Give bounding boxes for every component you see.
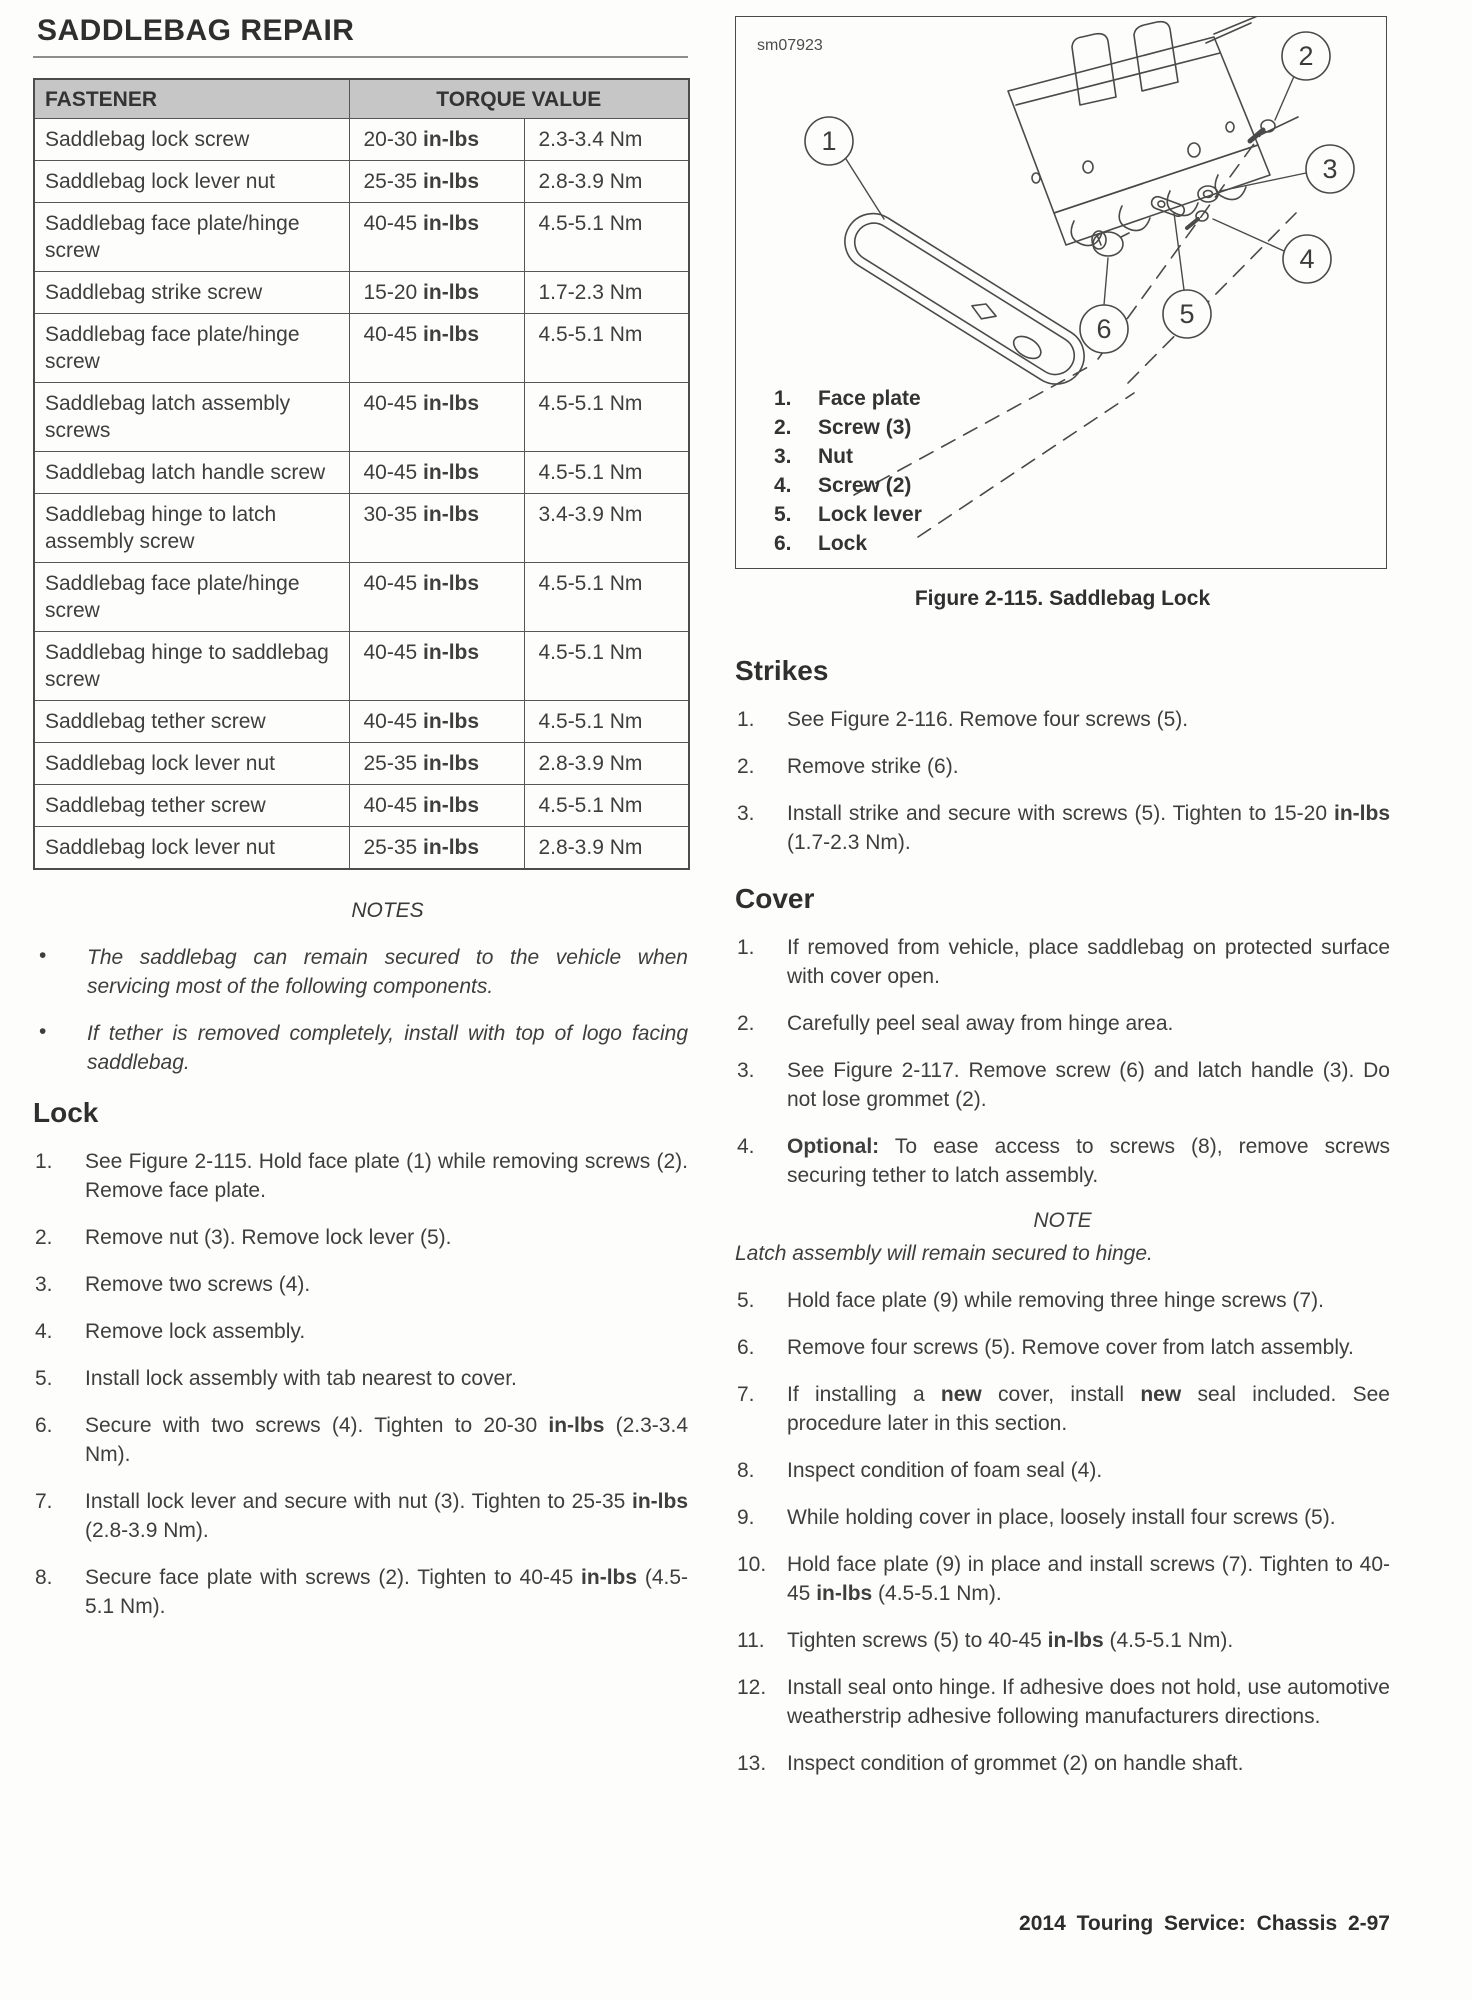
callout-6: 6 <box>1096 314 1112 344</box>
legend-number: 5. <box>774 503 792 526</box>
nm-cell: 1.7-2.3 Nm <box>524 272 689 314</box>
callout-2: 2 <box>1298 41 1314 71</box>
inlbs-cell: 40-45 in-lbs <box>349 203 524 272</box>
step-text: Install seal onto hinge. If adhesive does not hold, use automotive weatherstrip adhesive following manufacturers directions. <box>787 1676 1390 1728</box>
procedure-step <box>735 1009 1390 1038</box>
step-text: Install lock lever and secure with nut (3). Tighten to 25-35 in-lbs (2.8-3.9 Nm). <box>85 1490 688 1542</box>
step-text: If installing a new cover, install new seal included. See procedure later in this section. <box>787 1383 1390 1435</box>
nm-cell: 2.8-3.9 Nm <box>524 827 689 870</box>
step-number: 13. <box>737 1752 767 1775</box>
column-header-torque-value: TORQUE VALUE <box>349 79 689 119</box>
face-plate-drawing <box>834 203 1094 395</box>
table-row <box>34 701 689 743</box>
procedure-step <box>735 933 1390 991</box>
step-number: 8. <box>737 1459 755 1482</box>
legend-number: 2. <box>774 416 792 439</box>
step-number: 2. <box>35 1226 53 1249</box>
step-number: 1. <box>737 936 755 959</box>
step-number: 2. <box>737 1012 755 1035</box>
nm-cell: 4.5-5.1 Nm <box>524 563 689 632</box>
lock-steps <box>33 1147 688 1621</box>
right-column <box>735 16 1390 1778</box>
step-text: Inspect condition of grommet (2) on handle shaft. <box>787 1752 1244 1775</box>
procedure-step <box>735 1503 1390 1532</box>
fastener-cell: Saddlebag face plate/hinge screw <box>34 314 349 383</box>
step-number: 3. <box>737 802 755 825</box>
figure-caption: Figure 2-115. Saddlebag Lock <box>914 587 1211 610</box>
fastener-cell: Saddlebag face plate/hinge screw <box>34 563 349 632</box>
inlbs-cell: 25-35 in-lbs <box>349 161 524 203</box>
legend-item <box>774 500 922 529</box>
lock-6-drawing <box>1092 231 1129 256</box>
legend-label: Face plate <box>818 387 921 410</box>
fastener-cell: Saddlebag lock lever nut <box>34 161 349 203</box>
callout-leaders <box>846 74 1306 305</box>
step-number: 5. <box>35 1367 53 1390</box>
nm-cell: 4.5-5.1 Nm <box>524 632 689 701</box>
torque-table-body <box>34 119 689 870</box>
nm-cell: 4.5-5.1 Nm <box>524 383 689 452</box>
table-row <box>34 203 689 272</box>
step-text: Hold face plate (9) in place and install screws (7). Tighten to 40-45 in-lbs (4.5-5.1 Nm). <box>787 1553 1390 1605</box>
table-row <box>34 743 689 785</box>
step-text: Remove four screws (5). Remove cover from latch assembly. <box>787 1336 1354 1359</box>
table-row <box>34 161 689 203</box>
table-row <box>34 383 689 452</box>
step-text: Remove two screws (4). <box>85 1273 311 1296</box>
inlbs-cell: 40-45 in-lbs <box>349 785 524 827</box>
legend-item <box>774 442 922 471</box>
table-row <box>34 632 689 701</box>
step-number: 7. <box>35 1490 53 1513</box>
step-number: 1. <box>35 1150 53 1173</box>
procedure-step <box>33 1364 688 1393</box>
step-text: Inspect condition of foam seal (4). <box>787 1459 1103 1482</box>
procedure-step <box>735 1626 1390 1655</box>
figure-2-115 <box>735 16 1387 569</box>
strikes-steps <box>735 705 1390 857</box>
step-text: Install lock assembly with tab nearest to cover. <box>85 1367 517 1390</box>
table-row <box>34 314 689 383</box>
step-number: 9. <box>737 1506 755 1529</box>
procedure-step <box>735 1550 1390 1608</box>
inlbs-cell: 40-45 in-lbs <box>349 314 524 383</box>
procedure-step <box>33 1317 688 1346</box>
legend-label: Screw (3) <box>818 416 912 439</box>
torque-table-header <box>34 79 689 119</box>
legend-number: 6. <box>774 532 792 555</box>
fastener-cell: Saddlebag lock lever nut <box>34 743 349 785</box>
procedure-step <box>735 1380 1390 1438</box>
torque-table <box>33 78 690 870</box>
step-number: 6. <box>737 1336 755 1359</box>
procedure-step <box>33 1223 688 1252</box>
callout-circles <box>805 32 1354 353</box>
step-text: See Figure 2-116. Remove four screws (5). <box>787 708 1189 731</box>
bullet-dot: • <box>39 1020 47 1043</box>
procedure-step <box>33 1270 688 1299</box>
table-row <box>34 119 689 161</box>
inlbs-cell: 25-35 in-lbs <box>349 743 524 785</box>
legend-label: Lock <box>818 532 868 555</box>
latch-assembly-drawing <box>1008 22 1270 246</box>
note-text: The saddlebag can remain secured to the vehicle when servicing most of the following components. <box>87 946 688 998</box>
legend-item <box>774 413 922 442</box>
table-row <box>34 272 689 314</box>
note-bullet <box>33 1019 688 1077</box>
figure-legend <box>774 384 922 558</box>
procedure-step <box>735 752 1390 781</box>
callout-1: 1 <box>821 126 837 156</box>
fastener-cell: Saddlebag lock lever nut <box>34 827 349 870</box>
step-text: Optional: To ease access to screws (8), remove screws securing tether to latch assembly. <box>787 1135 1390 1187</box>
inlbs-cell: 25-35 in-lbs <box>349 827 524 870</box>
table-row <box>34 494 689 563</box>
step-number: 8. <box>35 1566 53 1589</box>
step-number: 4. <box>737 1135 755 1158</box>
column-header-fastener: FASTENER <box>34 79 349 119</box>
procedure-step <box>735 1673 1390 1731</box>
notes-heading: NOTES <box>351 899 424 922</box>
procedure-step <box>735 1056 1390 1114</box>
legend-item <box>774 384 922 413</box>
title-rule <box>33 56 688 58</box>
step-number: 12. <box>737 1676 767 1699</box>
fastener-cell: Saddlebag tether screw <box>34 785 349 827</box>
left-column <box>33 10 688 1621</box>
legend-label: Screw (2) <box>818 474 912 497</box>
note-text: If tether is removed completely, install with top of logo facing saddlebag. <box>87 1022 688 1074</box>
step-number: 2. <box>737 755 755 778</box>
inlbs-cell: 20-30 in-lbs <box>349 119 524 161</box>
section-heading-lock: Lock <box>33 1097 99 1128</box>
note-bullet <box>33 943 688 1001</box>
figure-code: sm07923 <box>757 37 823 54</box>
inlbs-cell: 40-45 in-lbs <box>349 701 524 743</box>
fastener-cell: Saddlebag latch assembly screws <box>34 383 349 452</box>
procedure-step <box>33 1147 688 1205</box>
step-text: Install strike and secure with screws (5). Tighten to 15-20 in-lbs (1.7-2.3 Nm). <box>787 802 1390 854</box>
section-heading-cover: Cover <box>735 883 815 914</box>
fastener-cell: Saddlebag strike screw <box>34 272 349 314</box>
inlbs-cell: 15-20 in-lbs <box>349 272 524 314</box>
step-text: Hold face plate (9) while removing three hinge screws (7). <box>787 1289 1324 1312</box>
fastener-cell: Saddlebag lock screw <box>34 119 349 161</box>
nm-cell: 2.3-3.4 Nm <box>524 119 689 161</box>
nm-cell: 4.5-5.1 Nm <box>524 314 689 383</box>
note-heading: NOTE <box>1033 1209 1092 1232</box>
notes-list <box>33 943 688 1077</box>
page-footer: 2014 Touring Service: Chassis 2-97 <box>1019 1912 1390 1935</box>
section-heading-strikes: Strikes <box>735 655 829 686</box>
inlbs-cell: 40-45 in-lbs <box>349 452 524 494</box>
step-number: 1. <box>737 708 755 731</box>
step-number: 11. <box>737 1629 765 1652</box>
saddlebag-lid-lines <box>1206 17 1298 137</box>
legend-number: 3. <box>774 445 792 468</box>
nm-cell: 4.5-5.1 Nm <box>524 452 689 494</box>
bullet-dot: • <box>39 944 47 967</box>
procedure-step <box>33 1411 688 1469</box>
fastener-cell: Saddlebag hinge to saddlebag screw <box>34 632 349 701</box>
fastener-cell: Saddlebag hinge to latch assembly screw <box>34 494 349 563</box>
nm-cell: 4.5-5.1 Nm <box>524 701 689 743</box>
cover-steps-5-13 <box>735 1286 1390 1778</box>
nm-cell: 4.5-5.1 Nm <box>524 785 689 827</box>
step-text: See Figure 2-115. Hold face plate (1) while removing screws (2). Remove face plate. <box>85 1150 688 1202</box>
step-text: Remove strike (6). <box>787 755 959 778</box>
step-number: 4. <box>35 1320 53 1343</box>
fastener-cell: Saddlebag tether screw <box>34 701 349 743</box>
cover-steps-1-4 <box>735 933 1390 1190</box>
step-text: See Figure 2-117. Remove screw (6) and latch handle (3). Do not lose grommet (2). <box>787 1059 1390 1111</box>
legend-label: Nut <box>818 445 853 468</box>
callout-5: 5 <box>1179 299 1195 329</box>
step-text: Secure with two screws (4). Tighten to 20-30 in-lbs (2.3-3.4 Nm). <box>85 1414 688 1466</box>
inlbs-cell: 40-45 in-lbs <box>349 383 524 452</box>
table-row <box>34 827 689 870</box>
nm-cell: 2.8-3.9 Nm <box>524 743 689 785</box>
legend-item <box>774 529 922 558</box>
step-number: 10. <box>737 1553 767 1576</box>
procedure-step <box>33 1487 688 1545</box>
nm-cell: 2.8-3.9 Nm <box>524 161 689 203</box>
inlbs-cell: 30-35 in-lbs <box>349 494 524 563</box>
procedure-step <box>735 1132 1390 1190</box>
legend-number: 1. <box>774 387 792 410</box>
step-number: 7. <box>737 1383 755 1406</box>
step-number: 6. <box>35 1414 53 1437</box>
procedure-step <box>735 1333 1390 1362</box>
nm-cell: 3.4-3.9 Nm <box>524 494 689 563</box>
inlbs-cell: 40-45 in-lbs <box>349 563 524 632</box>
table-row <box>34 563 689 632</box>
legend-item <box>774 471 922 500</box>
step-text: Tighten screws (5) to 40-45 in-lbs (4.5-5.1 Nm). <box>787 1629 1234 1652</box>
table-row <box>34 785 689 827</box>
step-number: 5. <box>737 1289 755 1312</box>
fastener-cell: Saddlebag latch handle screw <box>34 452 349 494</box>
procedure-step <box>735 1749 1390 1778</box>
procedure-step <box>33 1563 688 1621</box>
page-title: SADDLEBAG REPAIR <box>37 14 355 47</box>
legend-number: 4. <box>774 474 792 497</box>
step-text: Secure face plate with screws (2). Tighten to 40-45 in-lbs (4.5-5.1 Nm). <box>85 1566 689 1618</box>
table-row <box>34 452 689 494</box>
step-text: Carefully peel seal away from hinge area. <box>787 1012 1174 1035</box>
step-number: 3. <box>35 1273 53 1296</box>
callout-3: 3 <box>1322 154 1338 184</box>
nm-cell: 4.5-5.1 Nm <box>524 203 689 272</box>
procedure-step <box>735 1456 1390 1485</box>
note-text: Latch assembly will remain secured to hinge. <box>735 1242 1153 1265</box>
procedure-step <box>735 1286 1390 1315</box>
legend-label: Lock lever <box>818 503 922 526</box>
step-text: If removed from vehicle, place saddlebag on protected surface with cover open. <box>787 936 1390 988</box>
procedure-step <box>735 705 1390 734</box>
procedure-step <box>735 799 1390 857</box>
step-text: Remove nut (3). Remove lock lever (5). <box>85 1226 452 1249</box>
inlbs-cell: 40-45 in-lbs <box>349 632 524 701</box>
callout-4: 4 <box>1299 244 1315 274</box>
step-number: 3. <box>737 1059 755 1082</box>
step-text: Remove lock assembly. <box>85 1320 306 1343</box>
screw-2-drawing <box>1250 120 1275 141</box>
step-text: While holding cover in place, loosely install four screws (5). <box>787 1506 1336 1529</box>
fastener-cell: Saddlebag face plate/hinge screw <box>34 203 349 272</box>
